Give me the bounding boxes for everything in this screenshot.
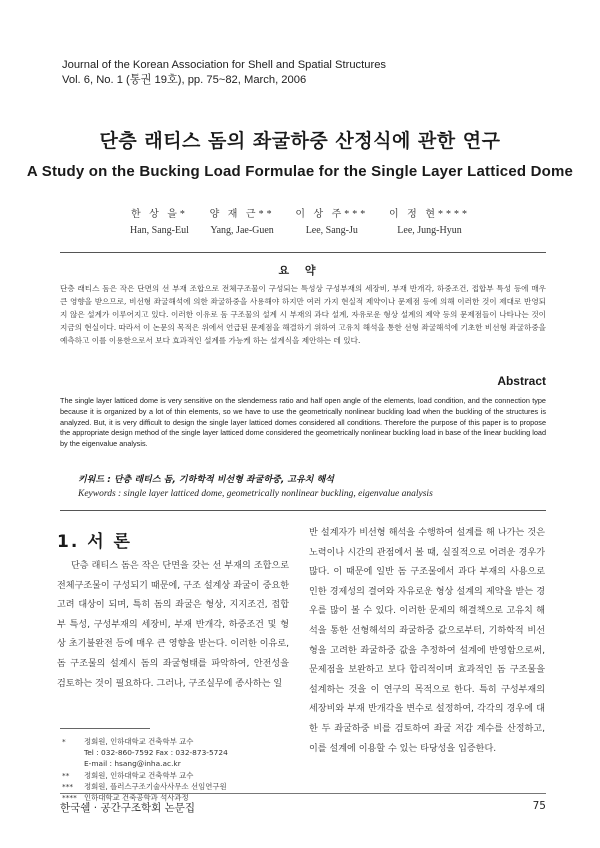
summary-text: 단층 래티스 돔은 작은 단면의 선 부재 조합으로 전체구조물이 구성되는 특성상 구성부재의 세장비, 부재 반개각, 하중조건, 접합부 특성 등에 매우 큰 영향을 받으므로, 비선형 좌굴해석에 의한 좌굴하중을 사용해야 하지만 여러 가지 현실적 제약이나 문제점 등에 의해 이러한 것이 제대로 반영되지 않은 설계가 이루어지고 있다. 이러한 이유로 돔 구조물의 설계 시 부재의 과다 설계, 자유로운 형상 설계의 제약 등의 문제점들이 나타나는 것이 지금의 현실이다. 따라서 이 논문의 목적은 위에서 언급된 문제점을 해결하기 위하여 고유치 해석을 통한 선형 좌굴해석에 기초한 비선형 좌굴하중을 예측하고 이를 이용한으로서 보다 효과적인 설계를 가능케 하는 설계식을 제안하는 데 있다. bbox=[60, 284, 546, 345]
footnote: *** 정회원, 플러스구조기술사사무소 선임연구원 bbox=[62, 781, 227, 791]
divider bbox=[60, 510, 546, 511]
footnote: Tel : 032-860-7592 Fax : 032-873-5724 bbox=[84, 748, 228, 758]
keywords-english: Keywords : single layer latticed dome, geometrically nonlinear buckling, eigenvalue analysis bbox=[78, 489, 433, 499]
page-number: 75 bbox=[532, 800, 546, 812]
author bbox=[210, 207, 275, 239]
author-name-korean: 이 정 현**** bbox=[389, 209, 470, 220]
footer-journal-name: 한국쉘 · 공간구조학회 논문집 bbox=[60, 802, 196, 814]
footnote-divider bbox=[60, 728, 150, 729]
body-paragraph: 단층 래티스 돔은 작은 단면을 갖는 선 부재의 조합으로 전체구조물이 구성되기 때문에, 구조 설계상 좌굴이 중요한 고려 대상이 되며, 특히 돔의 좌굴은 형상, 지지조건, 접합부 특성, 구성부재의 세장비, 부재 반개각, 하중조건 및 형상 초기불완전 등에 매우 큰 영향을 받는다. 이러한 이유로, 돔 구조물의 설계시 돔의 좌굴형태를 파악하여, 안전성을 검토하는 것이 필요하다. 그러나, 구조실무에 종사하는 일 bbox=[57, 561, 289, 689]
author-name-korean: 이 상 주*** bbox=[295, 209, 369, 220]
author-name-korean: 양 재 근** bbox=[209, 209, 275, 220]
paper-title-english: A Study on the Bucking Load Formulae for the Single Layer Latticed Dome bbox=[26, 163, 574, 180]
author bbox=[130, 207, 189, 239]
journal-name: Journal of the Korean Association for Shell and Spatial Structures bbox=[62, 59, 387, 71]
footer-divider bbox=[60, 793, 546, 794]
journal-header bbox=[62, 58, 386, 88]
author-list bbox=[130, 207, 470, 239]
author bbox=[389, 207, 470, 239]
page-footer bbox=[60, 800, 546, 815]
author-name-english: Yang, Jae-Guen bbox=[210, 225, 274, 236]
footnote: * 정회원, 인하대학교 건축학부 교수 bbox=[62, 737, 194, 746]
paper-title-korean: 단층 래티스 돔의 좌굴하중 산정식에 관한 연구 bbox=[99, 130, 501, 152]
section-heading: 1. 서 론 bbox=[57, 532, 132, 552]
body-paragraph: 반 설계자가 비선형 해석을 수행하여 설계를 해 나가는 것은 노력이나 시간의 관점에서 볼 때, 실질적으로 어려운 경우가 많다. 이 때문에 일반 돔 구조물에서 과다 부재의 사용으로 인한 경제성의 결여와 자유로운 형상 설계의 제약을 받는 경우를 많이 볼 수 있다. 이러한 문제의 해결책으로 고유치 해석을 통한 선형해석의 좌굴하중 값으로부터, 기하학적 비선형을 고려한 좌굴하중 값을 추정하여 설계에 반영함으로써, 문제점을 보완하고 보다 합리적이며 효과적인 돔 구조물을 설계하는 것을 이 연구의 목적으로 한다. 특히 구성부재의 세장비와 부재 반개각을 변수로 설정하여, 각각의 경우에 대한 두 좌굴하중 비를 검토하여 좌굴 저감 계수를 산정하고, 이를 설계에 이용할 수 있는 타당성을 입증한다. bbox=[309, 528, 545, 754]
summary-heading: 요 약 bbox=[278, 264, 322, 277]
author-name-english: Han, Sang-Eul bbox=[130, 225, 189, 236]
author-name-english: Lee, Sang-Ju bbox=[305, 225, 358, 236]
author bbox=[295, 207, 368, 239]
abstract-heading: Abstract bbox=[497, 374, 546, 388]
footnote: ** 정회원, 인하대학교 건축학부 교수 bbox=[62, 770, 194, 780]
keywords-korean: 키워드 : 단층 래티스 돔, 기하학적 비선형 좌굴하중, 고유치 해석 bbox=[78, 475, 334, 485]
journal-volume: Vol. 6, No. 1 (통권 19호), pp. 75~82, March, 2006 bbox=[62, 74, 307, 86]
body-column-left bbox=[57, 557, 289, 694]
abstract-text: The single layer latticed dome is very sensitive on the slenderness ratio and half open angle of the elements, load condition, and the connection type because it is organized by a lot of thin elements, so we have to use the geometrically nonlinear buckling load when the buckling of the structures is analyzed. But, it is very difficult to design the single layer latticed domes considered all conditions. Therefore the purpose of this paper is to propose the appropriate design method of the single layer latticed dome considered the geometrically nonlinear buckling load in base of the linear buckling load by the eigenvalue analysis. bbox=[60, 396, 546, 449]
footnote: **** 인하대학교 건축공학과 석사과정 bbox=[62, 793, 189, 803]
body-column-right bbox=[309, 524, 545, 759]
author-name-english: Lee, Jung-Hyun bbox=[397, 225, 462, 236]
author-name-korean: 한 상 을* bbox=[130, 209, 188, 220]
divider bbox=[60, 252, 546, 253]
footnote: E-mail : hsang@inha.ac.kr bbox=[84, 759, 181, 769]
